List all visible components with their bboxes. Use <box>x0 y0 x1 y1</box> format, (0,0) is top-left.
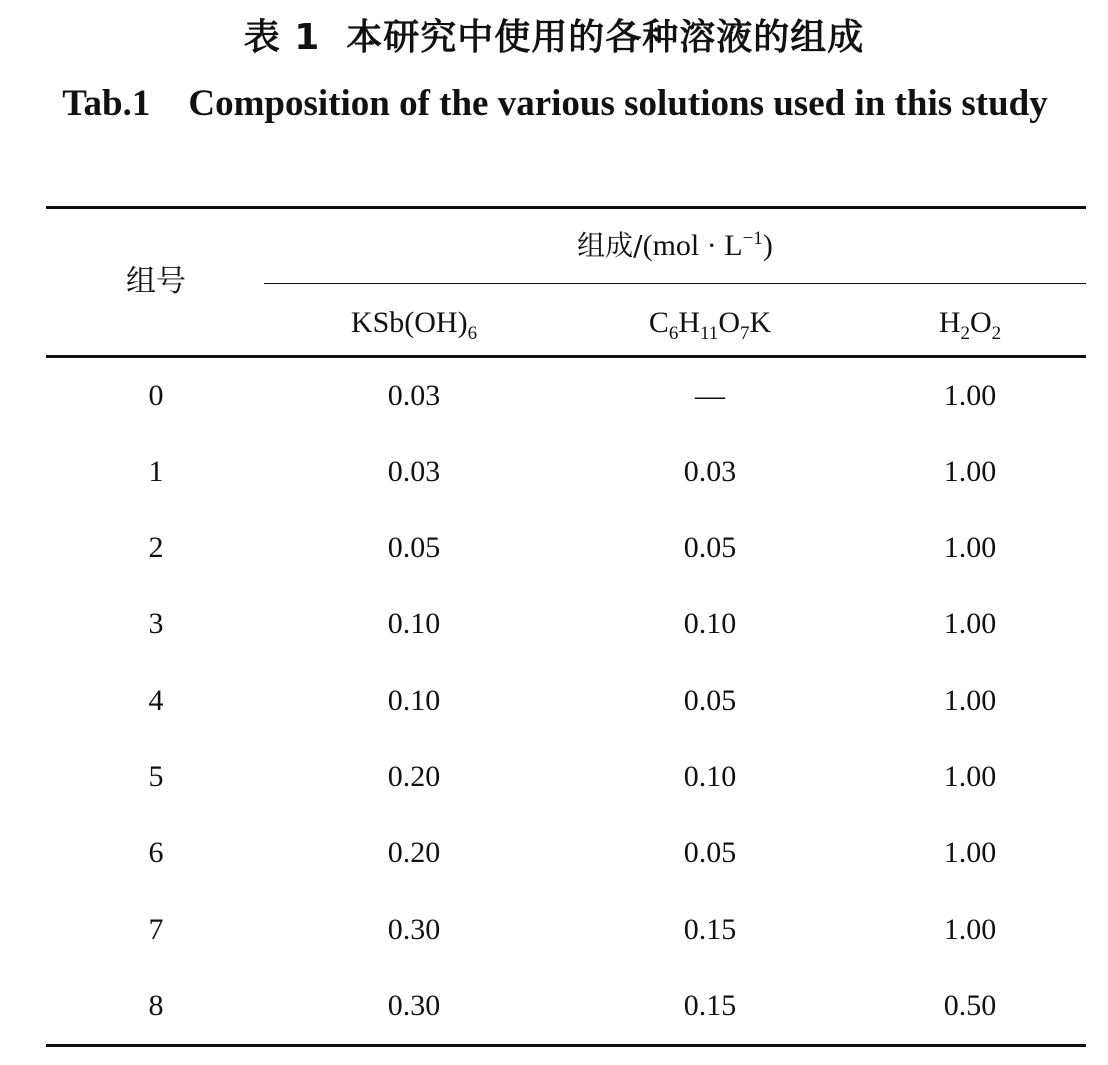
caption-english <box>60 76 1050 131</box>
cell-group: 4 <box>148 684 164 717</box>
table-bottom-rule <box>46 1044 1086 1047</box>
caption-chinese <box>0 8 1108 68</box>
column-header-ksb-oh6: $KSb(OH)_6$ <box>350 306 478 344</box>
cell-c6h11o7k: 0.15 <box>683 989 737 1022</box>
cell-h2o2: 1.00 <box>943 531 997 564</box>
cell-group: 6 <box>148 836 164 869</box>
cell-group: 2 <box>148 531 164 564</box>
composition-header <box>264 226 1086 266</box>
cell-ksb-oh6: 0.10 <box>387 607 441 640</box>
table-header-rule <box>46 355 1086 358</box>
composition-header-units: $(mol \cdot L^{-1})$ <box>642 228 773 262</box>
cell-h2o2: 1.00 <box>943 379 997 412</box>
composition-sub-rule <box>264 283 1086 284</box>
cell-h2o2: 1.00 <box>943 455 997 488</box>
cell-c6h11o7k: 0.05 <box>683 836 737 869</box>
cell-ksb-oh6: 0.03 <box>387 455 441 488</box>
cell-ksb-oh6: 0.20 <box>387 836 441 869</box>
cell-ksb-oh6: 0.30 <box>387 989 441 1022</box>
cell-h2o2: 1.00 <box>943 760 997 793</box>
cell-ksb-oh6: 0.03 <box>387 379 441 412</box>
cell-c6h11o7k: 0.05 <box>683 531 737 564</box>
cell-c6h11o7k: — <box>695 379 725 412</box>
column-header-c6h11o7k: $C_6H_{11}O_7K$ <box>648 306 772 344</box>
cell-h2o2: 1.00 <box>943 836 997 869</box>
table-top-rule <box>46 206 1086 209</box>
cell-h2o2: 1.00 <box>943 684 997 717</box>
cell-ksb-oh6: 0.05 <box>387 531 441 564</box>
cell-h2o2: 0.50 <box>943 989 997 1022</box>
caption-chinese-label: 表 1 <box>243 17 321 58</box>
cell-group: 8 <box>148 989 164 1022</box>
cell-c6h11o7k: 0.05 <box>683 684 737 717</box>
cell-c6h11o7k: 0.10 <box>683 607 737 640</box>
cell-group: 1 <box>148 455 164 488</box>
column-header-h2o2: $H_2O_2$ <box>938 306 1002 344</box>
cell-group: 0 <box>148 379 164 412</box>
cell-c6h11o7k: 0.15 <box>683 913 737 946</box>
cell-c6h11o7k: 0.10 <box>683 760 737 793</box>
caption-english-label: Tab.1 <box>62 83 151 124</box>
cell-group: 3 <box>148 607 164 640</box>
cell-c6h11o7k: 0.03 <box>683 455 737 488</box>
group-number-header: 组号 <box>126 264 186 299</box>
caption-chinese-text: 本研究中使用的各种溶液的组成 <box>346 17 865 58</box>
composition-header-label: 组成/ <box>577 229 643 262</box>
cell-ksb-oh6: 0.10 <box>387 684 441 717</box>
cell-h2o2: 1.00 <box>943 607 997 640</box>
cell-group: 7 <box>148 913 164 946</box>
caption-english-text: Composition of the various solutions used in this study <box>188 83 1048 124</box>
cell-h2o2: 1.00 <box>943 913 997 946</box>
cell-ksb-oh6: 0.30 <box>387 913 441 946</box>
cell-group: 5 <box>148 760 164 793</box>
cell-ksb-oh6: 0.20 <box>387 760 441 793</box>
